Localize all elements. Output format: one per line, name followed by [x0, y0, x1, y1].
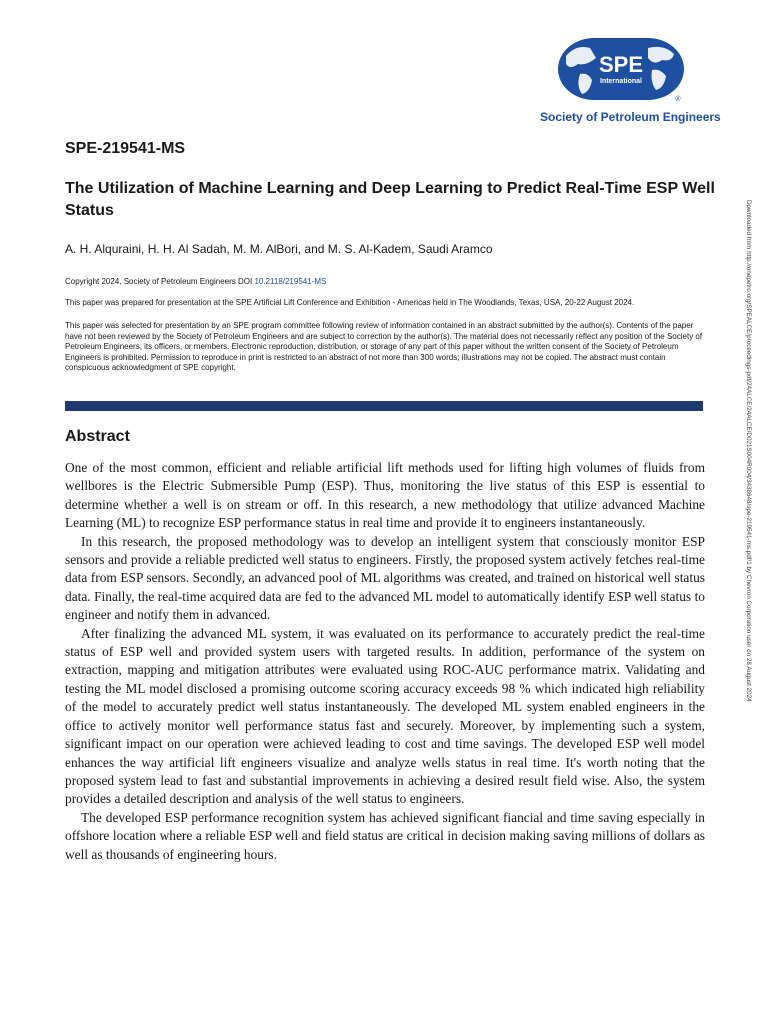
abstract-paragraph: In this research, the proposed methodology was to develop an intelligent system that consciously monitor ESP sensors and provide a reliable predicted well status to engineers. Firstly, the proposed system actively fetches real-time data from ESP sensors. Secondly, an advanced pool of ML algorithms was created, and trained on historical well status data. Finally, the real-time acquired data are fed to the advanced ML model to automatically identify ESP well status to engineer and notify them in advanced. — [65, 533, 705, 623]
spe-mark-text: SPE — [598, 52, 644, 77]
review-notice: This paper was selected for presentation by an SPE program committee following review of information contained in an abstract submitted by the author(s). Contents of the paper have not been reviewed by the Society of Petroleum Engineers and are subject to correction by the author(s). The material does not necessarily reflect any position of the Society of Petroleum Engineers, its officers, or members. Electronic reproduction, distribution, or storage of any part of this paper without the written consent of the Society of Petroleum Engineers is prohibited. Permission to reproduce in print is restricted to an abstract of not more than 300 words; illustrations may not be copied. The abstract must contain conspicuous acknowledgment of SPE copyright. — [65, 321, 703, 372]
download-notice-text: Downloaded from http://onepetro.org/SPEALCE/proceedings-pdf/24ALCE/24ALCE/D021S004R004/3438648/spe-219541-ms.pdf/1 by Chevron Corporation user on 28 August 2024 — [745, 200, 752, 702]
registered-mark: ® — [675, 96, 681, 102]
spe-mark-subtext: International — [599, 78, 643, 85]
prepared-statement: This paper was prepared for presentation at the SPE Artificial Lift Conference and Exhibition - Americas held in The Woodlands, Texas, USA, 20-22 August 2024. — [65, 298, 635, 307]
spe-globe-icon — [556, 36, 686, 102]
doi-link[interactable]: 10.2118/219541-MS — [254, 277, 327, 286]
abstract-body — [65, 459, 705, 864]
authors: A. H. Alquraini, H. H. Al Sadah, M. M. AlBori, and M. S. Al-Kadem, Saudi Aramco — [65, 242, 493, 256]
paper-number: SPE-219541-MS — [65, 140, 186, 157]
spe-logo — [540, 36, 721, 126]
logo-caption: Society of Petroleum Engineers — [540, 110, 721, 124]
paper-title: The Utilization of Machine Learning and Deep Learning to Predict Real-Time ESP Well Status — [65, 180, 715, 219]
download-notice — [742, 200, 754, 820]
abstract-paragraph: One of the most common, efficient and reliable artificial lift methods used for lifting high volumes of fluids from wellbores is the Electric Submersible Pump (ESP). Thus, monitoring the live status of this ESP is essential to determine whether a well is on stream or off. In this research, a new methodology that utilize advanced Machine Learning (ML) to recognize ESP performance status in real time and provide it to engineers instantaneously. — [65, 460, 705, 531]
abstract-heading: Abstract — [65, 428, 130, 445]
copyright-line — [65, 277, 326, 286]
abstract-paragraph: After finalizing the advanced ML system, it was evaluated on its performance to accurately predict the real-time status of ESP well and provided system users with targeted results. In addition, performance of the system on extraction, mapping and mitigation attributes were evaluated using ROC-AUC performance matrix. Validating and testing the ML model disclosed a promising outcome scoring accuracy exceeds 98 % which indicated high reliability of the model to accurately predict well status instantaneously. The developed ML system enabled engineers in the office to actively monitor well performance status fast and securely. Moreover, by implementing such a system, significant impact on our operation were achieved leading to cost and time savings. The developed ESP well model enhances the way artificial lift engineers visualize and analyze wells status in real time. It's worth noting that the proposed system lead to fast and substantial improvements in achieving a desired result field wise. Also, the system provides a detailed description and analysis of the well status to engineers. — [65, 625, 705, 807]
abstract-paragraph: The developed ESP performance recognition system has achieved significant fiancial and time saving especially in offshore location where a reliable ESP well and field status are critical in decision making saving millions of dollars as well as thousands of engineering hours. — [65, 809, 705, 862]
section-divider — [65, 401, 703, 411]
copyright-text: Copyright 2024, Society of Petroleum Engineers DOI — [65, 277, 255, 286]
